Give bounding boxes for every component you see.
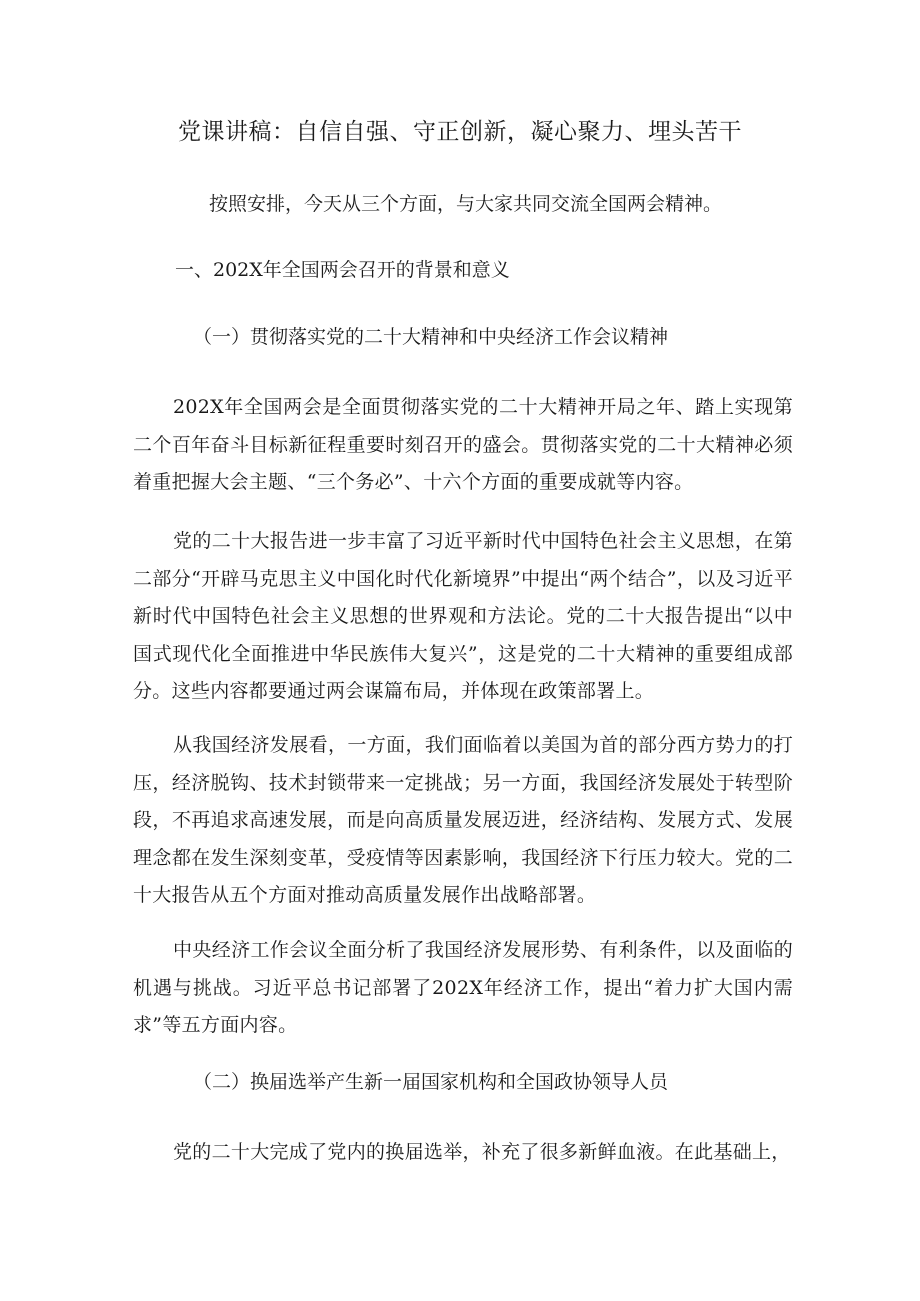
subsection-heading-1: （一）贯彻落实党的二十大精神和中央经济工作会议精神 (193, 326, 669, 348)
body-paragraph-4: 中央经济工作会议全面分析了我国经济发展形势、有利条件，以及面临的机遇与挑战。习近平总书记部署了202X年经济工作，提出“着力扩大国内需求”等五方面内容。 (133, 939, 793, 1036)
document-title: 党课讲稿：自信自强、守正创新，凝心聚力、埋头苦干 (178, 119, 742, 145)
intro-line: 按照安排，今天从三个方面，与大家共同交流全国两会精神。 (209, 193, 723, 215)
body-paragraph-2: 党的二十大报告进一步丰富了习近平新时代中国特色社会主义思想，在第二部分“开辟马克思主义中国化时代化新境界”中提出“两个结合”，以及习近平新时代中国特色社会主义思想的世界观和方法论。党的二十大报告提出“以中国式现代化全面推进中华民族伟大复兴”，这是党的二十大精神的重要组成部分。这些内容都要通过两会谋篇布局，并体现在政策部署上。 (133, 530, 793, 702)
body-paragraph-5: 党的二十大完成了党内的换届选举，补充了很多新鲜血液。在此基础上， (173, 1141, 791, 1163)
body-paragraph-1: 202X年全国两会是全面贯彻落实党的二十大精神开局之年、踏上实现第二个百年奋斗目标新征程重要时刻召开的盛会。贯彻落实党的二十大精神必须着重把握大会主题、“三个务必”、十六个方面的重要成就等内容。 (133, 396, 793, 493)
body-paragraph-3: 从我国经济发展看，一方面，我们面临着以美国为首的部分西方势力的打压，经济脱钩、技术封锁带来一定挑战；另一方面，我国经济发展处于转型阶段，不再追求高速发展，而是向高质量发展迈进，经济结构、发展方式、发展理念都在发生深刻变革，受疫情等因素影响，我国经济下行压力较大。党的二十大报告从五个方面对推动高质量发展作出战略部署。 (133, 734, 793, 906)
section-heading-1: 一、202X年全国两会召开的背景和意义 (175, 259, 510, 281)
subsection-heading-2: （二）换届选举产生新一届国家机构和全国政协领导人员 (193, 1071, 669, 1093)
